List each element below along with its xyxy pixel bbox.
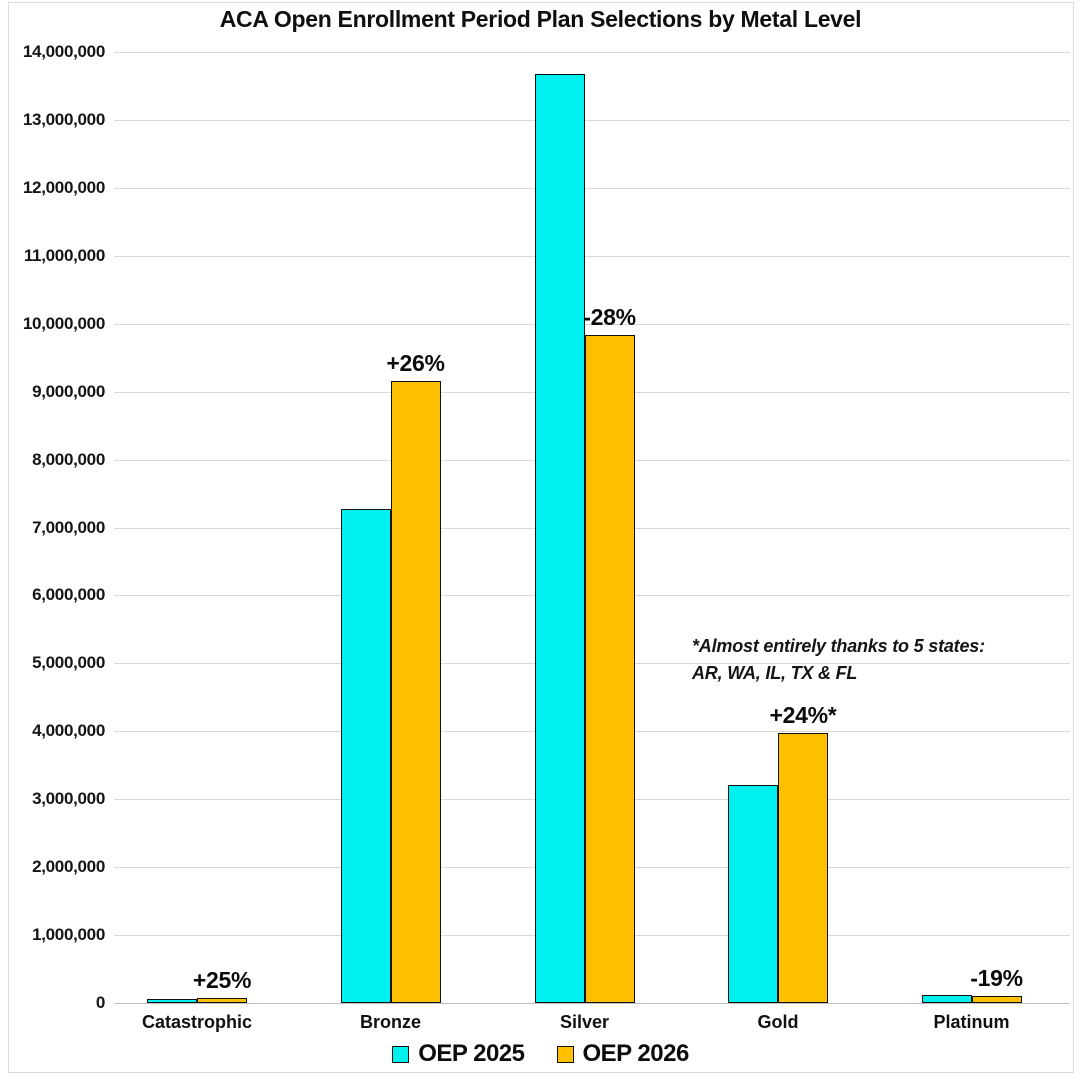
change-label-bronze: +26%: [386, 349, 445, 376]
category-label-silver: Silver: [559, 1012, 610, 1032]
gridline-11000000: [114, 256, 1070, 257]
category-label-catastrophic: Catastrophic: [141, 1012, 253, 1032]
gridline-13000000: [114, 120, 1070, 121]
y-tick-label: 10,000,000: [22, 313, 105, 333]
bar-oep-2026-gold: [778, 733, 828, 1003]
y-tick-label: 8,000,000: [32, 449, 105, 469]
bar-oep-2025-platinum: [922, 995, 972, 1003]
y-tick-label: 5,000,000: [32, 653, 105, 673]
bar-oep-2025-bronze: [341, 509, 391, 1003]
change-label-platinum: -19%: [970, 965, 1023, 992]
y-tick-label: 4,000,000: [32, 721, 105, 741]
chart-title: ACA Open Enrollment Period Plan Selections by Metal Level: [219, 6, 862, 32]
category-label-gold: Gold: [757, 1012, 799, 1032]
legend-item-oep-2025: [392, 1040, 524, 1068]
change-label-catastrophic: +25%: [192, 967, 252, 994]
y-tick-label: 13,000,000: [22, 109, 105, 129]
annotation-note: [692, 633, 985, 687]
change-label-gold: +24%*: [769, 701, 837, 728]
y-tick-label: 2,000,000: [32, 857, 105, 877]
legend: [0, 1040, 1081, 1068]
change-label-silver: -28%: [583, 303, 636, 330]
y-tick-label: 7,000,000: [32, 517, 105, 537]
gridline-0: [114, 1003, 1070, 1004]
legend-label: OEP 2025: [418, 1040, 525, 1067]
annotation-line-1: *Almost entirely thanks to 5 states:: [692, 636, 985, 656]
bar-oep-2025-gold: [728, 785, 778, 1003]
y-tick-label: 14,000,000: [22, 42, 105, 61]
legend-item-oep-2026: [557, 1040, 689, 1068]
bar-oep-2025-catastrophic: [147, 999, 197, 1003]
y-tick-label: 0: [95, 993, 105, 1012]
bar-oep-2025-silver: [535, 74, 585, 1003]
gridline-14000000: [114, 52, 1070, 53]
y-tick-label: 9,000,000: [32, 381, 105, 401]
y-tick-label: 11,000,000: [23, 245, 105, 265]
y-tick-label: 3,000,000: [32, 789, 105, 809]
category-label-platinum: Platinum: [933, 1012, 1010, 1032]
category-label-bronze: Bronze: [359, 1012, 421, 1032]
legend-swatch-icon: [392, 1046, 409, 1063]
y-tick-label: 12,000,000: [22, 177, 105, 197]
gridline-12000000: [114, 188, 1070, 189]
annotation-line-2: AR, WA, IL, TX & FL: [692, 663, 858, 683]
bar-oep-2026-silver: [585, 335, 635, 1003]
legend-swatch-icon: [557, 1046, 574, 1063]
legend-label: OEP 2026: [582, 1040, 689, 1067]
y-tick-label: 6,000,000: [32, 585, 105, 605]
bar-oep-2026-bronze: [391, 381, 441, 1003]
bar-oep-2026-platinum: [972, 996, 1022, 1003]
bar-oep-2026-catastrophic: [197, 998, 247, 1003]
y-tick-label: 1,000,000: [32, 925, 105, 945]
